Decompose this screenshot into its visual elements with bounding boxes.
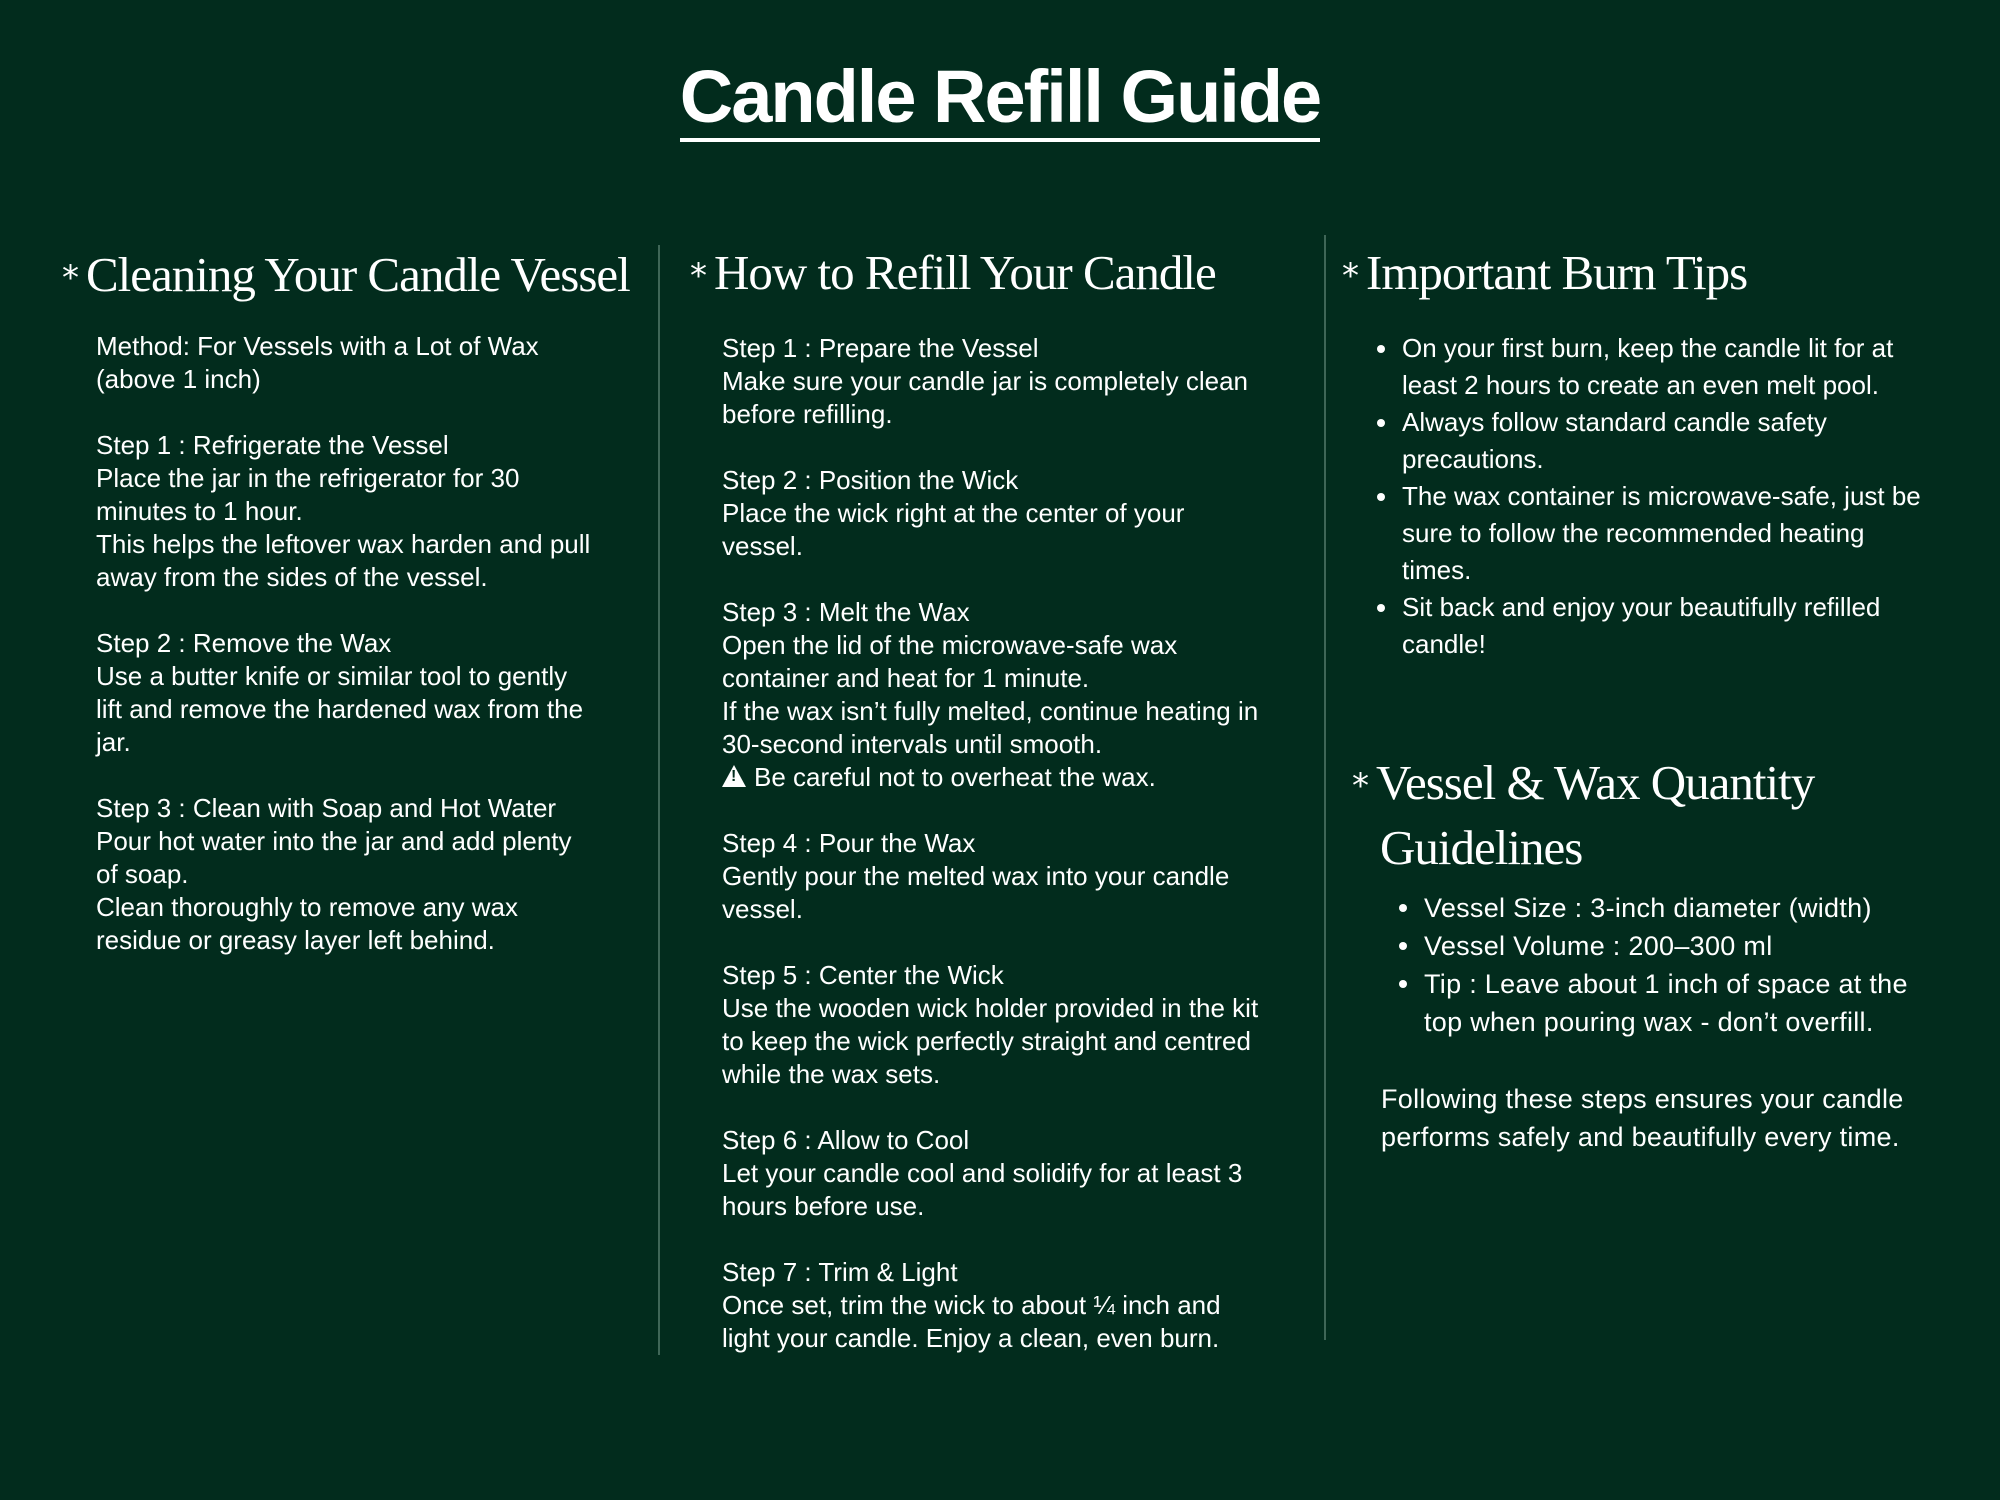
step-title: Step 3 : Melt the Wax xyxy=(722,597,970,627)
step-text: vessel. xyxy=(722,531,803,561)
refill-step-2 xyxy=(722,464,1307,563)
page-title xyxy=(0,55,2000,142)
step-text: container and heat for 1 minute. xyxy=(722,663,1090,693)
step-title: Step 7 : Trim & Light xyxy=(722,1257,958,1287)
step-text: Once set, trim the wick to about ¼ inch and xyxy=(722,1290,1221,1320)
column-divider-right xyxy=(1324,235,1326,1340)
list-item: Sit back and enjoy your beautifully refilled candle! xyxy=(1372,589,1932,663)
warning-icon xyxy=(722,765,746,787)
step-text: Pour hot water into the jar and add plenty xyxy=(96,826,572,856)
refill-step-7 xyxy=(722,1256,1307,1355)
cleaning-heading xyxy=(62,244,630,309)
step-title: Step 1 : Prepare the Vessel xyxy=(722,333,1039,363)
cleaning-content xyxy=(96,330,636,990)
list-item: On your first burn, keep the candle lit for at least 2 hours to create an even melt pool. xyxy=(1372,330,1932,404)
refill-heading-text: How to Refill Your Candle xyxy=(714,245,1216,300)
step-title: Step 3 : Clean with Soap and Hot Water xyxy=(96,793,557,823)
refill-step-4 xyxy=(722,827,1307,926)
page-title-text: Candle Refill Guide xyxy=(680,58,1320,142)
list-item: Vessel Size : 3-inch diameter (width) xyxy=(1394,889,1954,927)
warning-line xyxy=(722,761,1307,794)
cleaning-step-2 xyxy=(96,627,636,759)
refill-step-1 xyxy=(722,332,1307,431)
step-text: Place the jar in the refrigerator for 30 xyxy=(96,463,520,493)
step-text: Place the wick right at the center of your xyxy=(722,498,1185,528)
step-title: Step 4 : Pour the Wax xyxy=(722,828,976,858)
list-item: Vessel Volume : 200–300 ml xyxy=(1394,927,1954,965)
step-text: to keep the wick perfectly straight and centred xyxy=(722,1026,1251,1056)
step-text: If the wax isn’t fully melted, continue heating in xyxy=(722,696,1259,726)
step-text: residue or greasy layer left behind. xyxy=(96,925,495,955)
step-text: lift and remove the hardened wax from the xyxy=(96,694,584,724)
step-title: Step 5 : Center the Wick xyxy=(722,960,1004,990)
asterisk-icon: * xyxy=(1352,766,1368,806)
guidelines-heading-line-2: Guidelines xyxy=(1380,820,1583,875)
step-title: Step 6 : Allow to Cool xyxy=(722,1125,970,1155)
guidelines-list xyxy=(1394,889,1954,1041)
cleaning-heading-text: Cleaning Your Candle Vessel xyxy=(86,247,630,302)
refill-heading xyxy=(690,242,1216,307)
list-item: The wax container is microwave-safe, just be sure to follow the recommended heating times. xyxy=(1372,478,1932,589)
step-text: light your candle. Enjoy a clean, even burn. xyxy=(722,1323,1220,1353)
guidelines-heading-line-1: Vessel & Wax Quantity xyxy=(1376,755,1815,810)
list-item: Always follow standard candle safety precautions. xyxy=(1372,404,1932,478)
method-line: Method: For Vessels with a Lot of Wax xyxy=(96,331,539,361)
step-text: 30-second intervals until smooth. xyxy=(722,729,1103,759)
cleaning-method xyxy=(96,330,636,396)
step-text: away from the sides of the vessel. xyxy=(96,562,488,592)
cleaning-step-1 xyxy=(96,429,636,594)
method-line: (above 1 inch) xyxy=(96,364,261,394)
step-text: Make sure your candle jar is completely clean xyxy=(722,366,1249,396)
step-text: vessel. xyxy=(722,894,803,924)
step-text: jar. xyxy=(96,727,131,757)
step-text: Use a butter knife or similar tool to gently xyxy=(96,661,568,691)
step-text: Let your candle cool and solidify for at least 3 xyxy=(722,1158,1243,1188)
step-text: of soap. xyxy=(96,859,189,889)
step-text: This helps the leftover wax harden and pull xyxy=(96,529,591,559)
asterisk-icon: * xyxy=(690,256,706,296)
warning-text: Be careful not to overheat the wax. xyxy=(754,762,1156,792)
step-title: Step 2 : Position the Wick xyxy=(722,465,1019,495)
step-text: Clean thoroughly to remove any wax xyxy=(96,892,519,922)
asterisk-icon: * xyxy=(62,258,78,298)
burn-tips-list xyxy=(1372,330,1932,663)
cleaning-step-3 xyxy=(96,792,636,957)
burn-tips-heading xyxy=(1342,242,1747,307)
step-text: before refilling. xyxy=(722,399,893,429)
refill-step-5 xyxy=(722,959,1307,1091)
step-text: Use the wooden wick holder provided in the kit xyxy=(722,993,1259,1023)
asterisk-icon: * xyxy=(1342,256,1358,296)
refill-step-6 xyxy=(722,1124,1307,1223)
step-text: while the wax sets. xyxy=(722,1059,941,1089)
guidelines-heading xyxy=(1352,752,1912,879)
refill-step-3 xyxy=(722,596,1307,794)
step-text: Gently pour the melted wax into your candle xyxy=(722,861,1230,891)
step-title: Step 1 : Refrigerate the Vessel xyxy=(96,430,449,460)
burn-tips-heading-text: Important Burn Tips xyxy=(1366,245,1748,300)
closing-note: Following these steps ensures your candle performs safely and beautifully every time. xyxy=(1381,1084,1904,1152)
step-text: Open the lid of the microwave-safe wax xyxy=(722,630,1178,660)
step-text: hours before use. xyxy=(722,1191,925,1221)
step-text: minutes to 1 hour. xyxy=(96,496,303,526)
column-divider-left xyxy=(658,245,660,1355)
refill-content xyxy=(722,332,1307,1388)
list-item: Tip : Leave about 1 inch of space at the top when pouring wax - don’t overfill. xyxy=(1394,965,1954,1041)
step-title: Step 2 : Remove the Wax xyxy=(96,628,392,658)
